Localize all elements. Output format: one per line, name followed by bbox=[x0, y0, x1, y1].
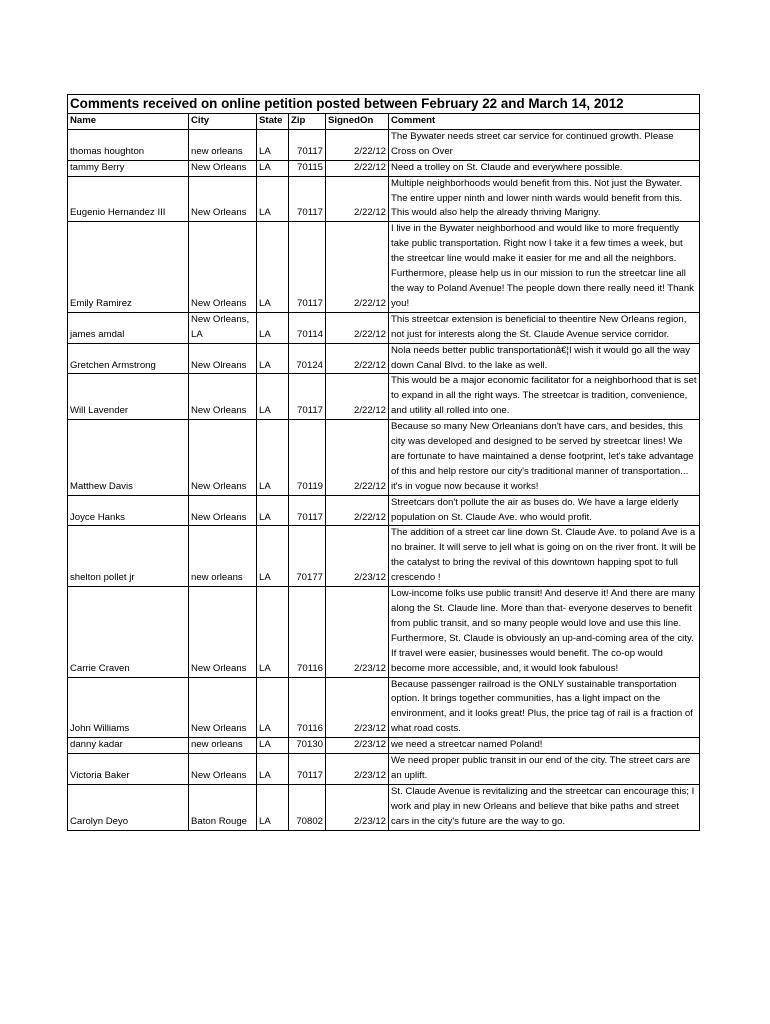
zip-cell: 70177 bbox=[289, 526, 326, 587]
comment-cell: we need a streetcar named Poland! bbox=[389, 738, 700, 754]
comment-cell: Multiple neighborhoods would benefit from this. Not just the Bywater. The entire upper ninth and lower ninth wards would benefit from this. This would also help the already thriving Marigny. bbox=[389, 176, 700, 222]
table-row bbox=[68, 312, 700, 343]
zip-cell: 70117 bbox=[289, 129, 326, 160]
date-cell: 2/22/12 bbox=[326, 374, 389, 420]
date-cell: 2/22/12 bbox=[326, 129, 389, 160]
zip-cell: 70117 bbox=[289, 374, 326, 420]
city-cell: New Orleans bbox=[189, 420, 257, 496]
state-cell: LA bbox=[257, 176, 289, 222]
date-cell: 2/23/12 bbox=[326, 754, 389, 785]
city-cell: New Orleans bbox=[189, 754, 257, 785]
name-cell: John Williams bbox=[68, 677, 189, 738]
name-cell: danny kadar bbox=[68, 738, 189, 754]
name-cell: Carolyn Deyo bbox=[68, 784, 189, 830]
table-row bbox=[68, 526, 700, 587]
state-cell: LA bbox=[257, 420, 289, 496]
date-cell: 2/22/12 bbox=[326, 160, 389, 176]
name-cell: shelton pollet jr bbox=[68, 526, 189, 587]
city-cell: Baton Rouge bbox=[189, 784, 257, 830]
comment-cell: The Bywater needs street car service for continued growth. Please Cross on Over bbox=[389, 129, 700, 160]
name-cell: Joyce Hanks bbox=[68, 495, 189, 526]
state-cell: LA bbox=[257, 754, 289, 785]
comments-table bbox=[67, 94, 700, 831]
header-city: City bbox=[189, 114, 257, 130]
state-cell: LA bbox=[257, 343, 289, 374]
comment-cell: I live in the Bywater neighborhood and would like to more frequently take public transportation. Right now I take it a few times a week, but the streetcar line would make it easier for me and all the neighbors. Furthermore, please help us in our mission to run the streetcar line all the way to Poland Avenue! The people down there really need it! Thank you! bbox=[389, 222, 700, 312]
date-cell: 2/23/12 bbox=[326, 738, 389, 754]
zip-cell: 70116 bbox=[289, 587, 326, 677]
zip-cell: 70119 bbox=[289, 420, 326, 496]
date-cell: 2/22/12 bbox=[326, 176, 389, 222]
state-cell: LA bbox=[257, 677, 289, 738]
zip-cell: 70117 bbox=[289, 222, 326, 312]
comment-cell: Because passenger railroad is the ONLY sustainable transportation option. It brings together communities, has a light impact on the environment, and it looks great! Plus, the price tag of rail is a fraction of what road costs. bbox=[389, 677, 700, 738]
comment-cell: Low-income folks use public transit! And deserve it! And there are many along the St. Claude line. More than that- everyone deserves to benefit from public transit, and so many people would love and use this line. Furthermore, St. Claude is obviously an up-and-coming area of the city. If travel were easier, businesses would benefit. The co-op would become more accessible, and, it would look fabulous! bbox=[389, 587, 700, 677]
table-row bbox=[68, 222, 700, 312]
state-cell: LA bbox=[257, 129, 289, 160]
header-row bbox=[68, 114, 700, 130]
state-cell: LA bbox=[257, 784, 289, 830]
zip-cell: 70802 bbox=[289, 784, 326, 830]
name-cell: Carrie Craven bbox=[68, 587, 189, 677]
date-cell: 2/22/12 bbox=[326, 420, 389, 496]
date-cell: 2/23/12 bbox=[326, 526, 389, 587]
zip-cell: 70124 bbox=[289, 343, 326, 374]
table-row bbox=[68, 176, 700, 222]
city-cell: New Olreans bbox=[189, 343, 257, 374]
comment-cell: This streetcar extension is beneficial to theentire New Orleans region, not just for interests along the St. Claude Avenue service corridor. bbox=[389, 312, 700, 343]
name-cell: Eugenio Hernandez III bbox=[68, 176, 189, 222]
header-zip: Zip bbox=[289, 114, 326, 130]
table-row bbox=[68, 374, 700, 420]
date-cell: 2/23/12 bbox=[326, 677, 389, 738]
city-cell: New Orleans bbox=[189, 374, 257, 420]
name-cell: james amdal bbox=[68, 312, 189, 343]
city-cell: New Orleans bbox=[189, 176, 257, 222]
zip-cell: 70115 bbox=[289, 160, 326, 176]
header-state: State bbox=[257, 114, 289, 130]
state-cell: LA bbox=[257, 160, 289, 176]
date-cell: 2/22/12 bbox=[326, 312, 389, 343]
name-cell: Victoria Baker bbox=[68, 754, 189, 785]
state-cell: LA bbox=[257, 526, 289, 587]
name-cell: Will Lavender bbox=[68, 374, 189, 420]
comment-cell: This would be a major economic facilitator for a neighborhood that is set to expand in all the right ways. The streetcar is tradition, convenience, and utility all rolled into one. bbox=[389, 374, 700, 420]
date-cell: 2/22/12 bbox=[326, 222, 389, 312]
name-cell: Matthew Davis bbox=[68, 420, 189, 496]
date-cell: 2/23/12 bbox=[326, 784, 389, 830]
header-signed-on: SignedOn bbox=[326, 114, 389, 130]
table-row bbox=[68, 738, 700, 754]
name-cell: thomas houghton bbox=[68, 129, 189, 160]
zip-cell: 70116 bbox=[289, 677, 326, 738]
name-cell: Emily Ramirez bbox=[68, 222, 189, 312]
table-row bbox=[68, 129, 700, 160]
city-cell: new orleans bbox=[189, 129, 257, 160]
table-row bbox=[68, 754, 700, 785]
sheet-title: Comments received on online petition posted between February 22 and March 14, 2012 bbox=[67, 94, 700, 113]
comment-cell: Need a trolley on St. Claude and everywhere possible. bbox=[389, 160, 700, 176]
table-row bbox=[68, 784, 700, 830]
table-row bbox=[68, 587, 700, 677]
city-cell: New Orleans bbox=[189, 222, 257, 312]
comment-cell: St. Claude Avenue is revitalizing and the streetcar can encourage this; I work and play in new Orleans and believe that bike paths and street cars in the city's future are the way to go. bbox=[389, 784, 700, 830]
state-cell: LA bbox=[257, 587, 289, 677]
zip-cell: 70117 bbox=[289, 754, 326, 785]
table-row bbox=[68, 420, 700, 496]
header-comment: Comment bbox=[389, 114, 700, 130]
zip-cell: 70117 bbox=[289, 176, 326, 222]
comment-cell: Because so many New Orleanians don't have cars, and besides, this city was developed and designed to be served by streetcar lines! We are fortunate to have maintained a dense footprint, let's take advantage of this and help restore our city's traditional manner of transportation... it's in vogue now because it works! bbox=[389, 420, 700, 496]
petition-comments-sheet bbox=[67, 94, 699, 831]
comment-cell: We need proper public transit in our end of the city. The street cars are an uplift. bbox=[389, 754, 700, 785]
city-cell: new orleans bbox=[189, 738, 257, 754]
table-row bbox=[68, 495, 700, 526]
name-cell: tammy Berry bbox=[68, 160, 189, 176]
date-cell: 2/22/12 bbox=[326, 343, 389, 374]
comment-cell: Streetcars don't pollute the air as buses do. We have a large elderly population on St. Claude Ave. who would profit. bbox=[389, 495, 700, 526]
zip-cell: 70117 bbox=[289, 495, 326, 526]
table-row bbox=[68, 160, 700, 176]
table-row bbox=[68, 677, 700, 738]
city-cell: New Orleans bbox=[189, 160, 257, 176]
zip-cell: 70130 bbox=[289, 738, 326, 754]
state-cell: LA bbox=[257, 495, 289, 526]
state-cell: LA bbox=[257, 374, 289, 420]
name-cell: Gretchen Armstrong bbox=[68, 343, 189, 374]
header-name: Name bbox=[68, 114, 189, 130]
table-row bbox=[68, 343, 700, 374]
date-cell: 2/22/12 bbox=[326, 495, 389, 526]
city-cell: New Orleans, LA bbox=[189, 312, 257, 343]
comment-cell: Nola needs better public transportationâ€¦I wish it would go all the way down Canal Blvd. to the lake as well. bbox=[389, 343, 700, 374]
date-cell: 2/23/12 bbox=[326, 587, 389, 677]
city-cell: New Orleans bbox=[189, 677, 257, 738]
state-cell: LA bbox=[257, 738, 289, 754]
comment-cell: The addition of a street car line down St. Claude Ave. to poland Ave is a no brainer. It will serve to jell what is going on on the river front. It will be the catalyst to bring the revival of this downtown happing spot to full crescendo ! bbox=[389, 526, 700, 587]
comments-body bbox=[68, 129, 700, 830]
city-cell: new orleans bbox=[189, 526, 257, 587]
state-cell: LA bbox=[257, 222, 289, 312]
state-cell: LA bbox=[257, 312, 289, 343]
zip-cell: 70114 bbox=[289, 312, 326, 343]
city-cell: New Orleans bbox=[189, 587, 257, 677]
city-cell: New Orleans bbox=[189, 495, 257, 526]
